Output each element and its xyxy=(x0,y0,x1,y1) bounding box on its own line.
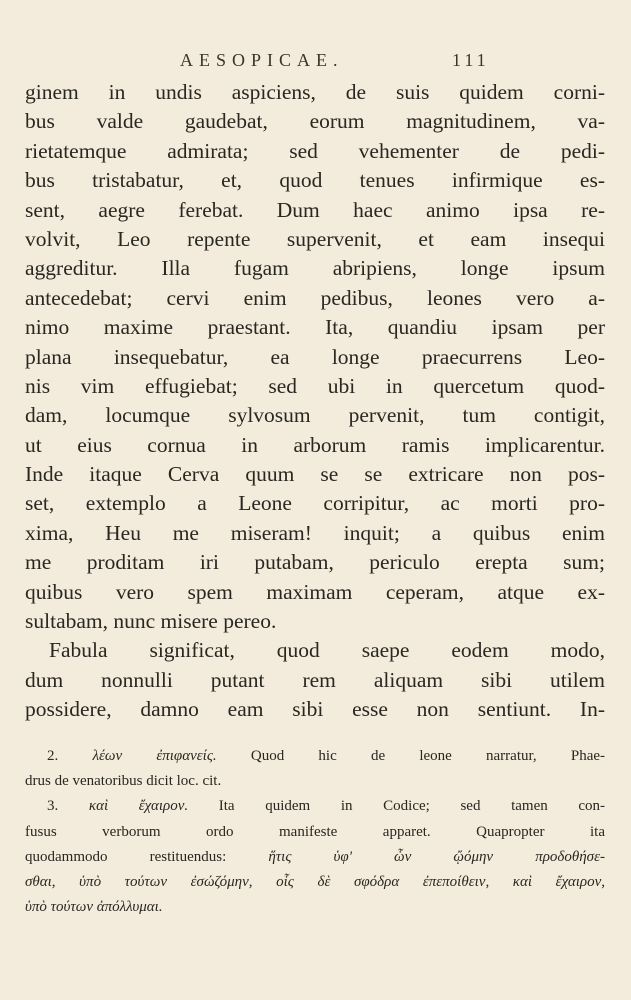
footnote-text: drus de venatoribus dicit loc. cit. xyxy=(25,773,222,790)
text-line: quibus vero spem maximam ceperam, atque ex- xyxy=(25,579,605,604)
text-line: Inde itaque Cerva quum se se extricare non pos- xyxy=(25,462,605,487)
footnote-greek: καὶ ἔχαιρον. xyxy=(88,798,189,815)
text-line: dum nonnulli putant rem aliquam sibi utilem xyxy=(25,667,605,692)
text-line: rietatemque admirata; sed vehementer de pedi- xyxy=(25,138,605,163)
footnote-line xyxy=(25,794,605,819)
footnote-greek: σθαι, ὑπὸ τούτων ἐσώζόμην, οἷς δὲ σφόδρα ἐπεποίθειν, καὶ ἔχαιρον, xyxy=(25,873,605,890)
text-line: possidere, damno eam sibi esse non sentiunt. In- xyxy=(25,697,605,722)
footnote-greek: ὑπὸ τούτων ἀπόλλυμαι. xyxy=(25,899,163,916)
text-line: sent, aegre ferebat. Dum haec animo ipsa re- xyxy=(25,197,605,222)
text-line: ut eius cornua in arborum ramis implicarentur. xyxy=(25,432,605,457)
text-line: set, extemplo a Leone corripitur, ac morti pro- xyxy=(25,491,605,516)
footnote-text: Quod hic de leone narratur, Phae- xyxy=(250,748,606,764)
text-line: ginem in undis aspiciens, de suis quidem corni- xyxy=(25,80,605,104)
footnote-line xyxy=(25,769,605,794)
running-title: AESOPICAE. xyxy=(180,50,344,70)
page-number: 111 xyxy=(452,50,490,70)
footnote-line xyxy=(25,870,605,895)
footnote-line xyxy=(25,845,605,870)
footnote-text: Ita quidem in Codice; sed tamen con- xyxy=(218,798,606,815)
text-line: antecedebat; cervi enim pedibus, leones vero a- xyxy=(25,285,605,310)
paragraph-first-line: Fabula significat, quod saepe eodem modo, xyxy=(49,638,605,663)
text-line: aggreditur. Illa fugam abripiens, longe ipsum xyxy=(25,256,605,281)
text-line: bus tristabatur, et, quod tenues infirmique es- xyxy=(25,168,605,193)
footnote-line xyxy=(25,895,605,920)
text-line: sultabam, nunc misere pereo. xyxy=(25,609,277,634)
text-line: bus valde gaudebat, eorum magnitudinem, va- xyxy=(25,109,605,134)
text-line: xima, Heu me miseram! inquit; a quibus enim xyxy=(25,520,605,545)
footnote-line xyxy=(25,744,605,769)
text-line: volvit, Leo repente supervenit, et eam insequi xyxy=(25,226,605,251)
footnote-number: 3. xyxy=(47,798,59,815)
text-line: nimo maxime praestant. Ita, quandiu ipsam per xyxy=(25,315,605,340)
text-line: dam, locumque sylvosum pervenit, tum contigit, xyxy=(25,403,605,428)
text-line: plana insequebatur, ea longe praecurrens Leo- xyxy=(25,344,605,369)
body-text xyxy=(25,78,605,725)
footnote-greek: ἥτις ὑφ' ὧν ᾤόμην προδοθήσε- xyxy=(268,848,605,865)
page-header xyxy=(0,50,631,76)
footnote-text: quodammodo restituendus: xyxy=(25,848,227,865)
footnote-text: fusus verborum ordo manifeste apparet. Quapropter ita xyxy=(25,823,605,840)
footnote-line xyxy=(25,820,605,845)
text-line: nis vim effugiebat; sed ubi in quercetum quod- xyxy=(25,373,605,398)
text-line: me proditam iri putabam, periculo erepta sum; xyxy=(25,550,605,575)
footnote-number: 2. xyxy=(47,748,59,764)
footnote-greek: λέων ἐπιφανείς. xyxy=(92,748,217,764)
footnotes xyxy=(25,744,605,920)
